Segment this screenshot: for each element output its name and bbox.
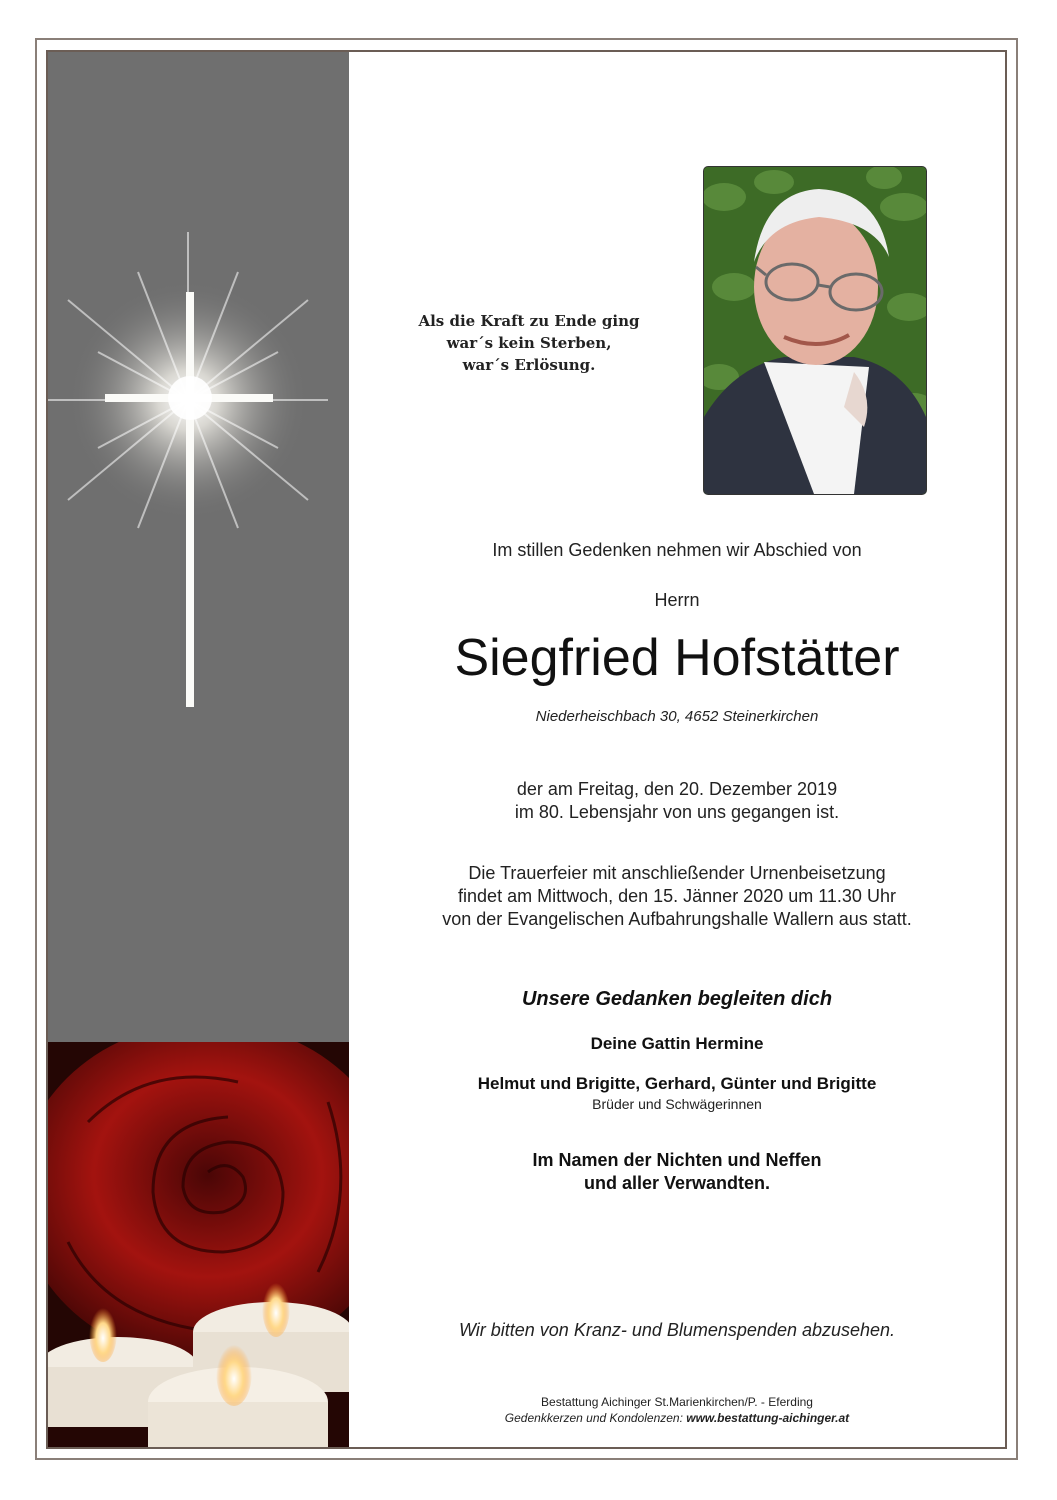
ceremony-notice — [349, 862, 1005, 931]
relatives-line: und aller Verwandten. — [583, 1173, 771, 1193]
ceremony-line: von der Evangelischen Aufbahrungshalle Wallern aus statt. — [442, 909, 912, 929]
portrait-photo — [703, 166, 927, 495]
quote-line: war´s Erlösung. — [462, 356, 596, 374]
ceremony-line: Die Trauerfeier mit anschließender Urnenbeisetzung — [468, 863, 886, 883]
mourner-siblings: Helmut und Brigitte, Gerhard, Günter und Brigitte — [477, 1074, 877, 1093]
memorial-quote — [399, 310, 659, 376]
mourner-wife: Deine Gattin Hermine — [590, 1034, 764, 1053]
mourner-siblings-relation: Brüder und Schwägerinnen — [592, 1096, 762, 1112]
intro-text: Im stillen Gedenken nehmen wir Abschied von — [492, 540, 862, 560]
condolence-link[interactable]: www.bestattung-aichinger.at — [686, 1411, 850, 1425]
obituary-content — [349, 52, 1005, 1447]
portrait-icon — [704, 167, 926, 494]
salutation: Herrn — [654, 590, 700, 610]
mourner-relatives — [349, 1149, 1005, 1195]
condolence-info — [349, 1411, 1005, 1425]
obituary-card — [46, 50, 1007, 1449]
glowing-cross-icon — [48, 212, 349, 732]
deceased-address: Niederheischbach 30, 4652 Steinerkirchen — [535, 708, 819, 725]
ceremony-line: findet am Mittwoch, den 15. Jänner 2020 um 11.30 Uhr — [458, 886, 896, 906]
deceased-name: Siegfried Hofstätter — [454, 629, 900, 687]
death-notice — [349, 778, 1005, 824]
funeral-home: Bestattung Aichinger St.Marienkirchen/P. - Eferding — [541, 1395, 813, 1409]
quote-line: Als die Kraft zu Ende ging — [418, 312, 640, 330]
relatives-line: Im Namen der Nichten und Neffen — [532, 1150, 822, 1170]
mourners-heading: Unsere Gedanken begleiten dich — [521, 988, 833, 1010]
rose-and-candles-image — [48, 1042, 349, 1447]
quote-line: war´s kein Sterben, — [446, 334, 612, 352]
death-age: im 80. Lebensjahr von uns gegangen ist. — [514, 802, 840, 822]
rose-icon — [48, 1042, 349, 1447]
flower-request: Wir bitten von Kranz- und Blumenspenden abzusehen. — [458, 1320, 896, 1340]
death-date: der am Freitag, den 20. Dezember 2019 — [516, 779, 838, 799]
condolence-label: Gedenkkerzen und Kondolenzen: — [504, 1411, 687, 1425]
decorative-side-panel — [48, 52, 349, 1447]
